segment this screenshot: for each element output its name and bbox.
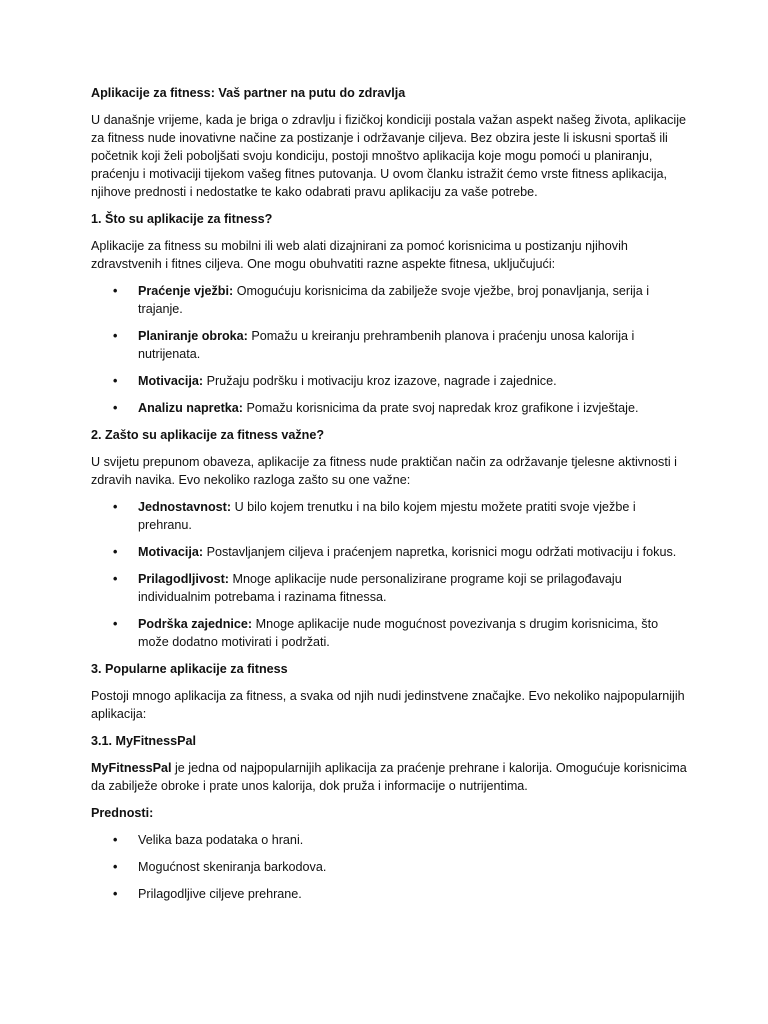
- list-item-text: Mnoge aplikacije nude personalizirane programe koji se prilagođavaju individualnim potrebama i razinama fitnessa.: [138, 572, 622, 604]
- list-item: [91, 858, 691, 876]
- list-item: [91, 327, 691, 363]
- bullet-icon: •: [113, 617, 118, 631]
- list-item: [91, 885, 691, 903]
- section-1-heading: 1. Što su aplikacije za fitness?: [91, 212, 273, 226]
- section-2-list: [91, 498, 691, 651]
- list-item: [91, 372, 691, 390]
- section-1-paragraph: Aplikacije za fitness su mobilni ili web alati dizajnirani za pomoć korisnicima u postizanju njihovih zdravstvenih i fitnes ciljeva. One mogu obuhvatiti razne aspekte fitnesa, uključujući:: [91, 239, 628, 271]
- list-item: [91, 615, 691, 651]
- list-item: [91, 282, 691, 318]
- list-item-text: Velika baza podataka o hrani.: [138, 833, 304, 847]
- bullet-icon: •: [113, 329, 118, 343]
- section-3-paragraph: Postoji mnogo aplikacija za fitness, a svaka od njih nudi jedinstvene značajke. Evo nekoliko najpopularnijih aplikacija:: [91, 689, 685, 721]
- bullet-icon: •: [113, 887, 118, 901]
- list-item-term: Prilagodljivost:: [138, 572, 229, 586]
- bullet-icon: •: [113, 545, 118, 559]
- list-item-text: Prilagodljive ciljeve prehrane.: [138, 887, 302, 901]
- bullet-icon: •: [113, 500, 118, 514]
- bullet-icon: •: [113, 401, 118, 415]
- pros-list: [91, 831, 691, 903]
- list-item-text: Pružaju podršku i motivaciju kroz izazove, nagrade i zajednice.: [203, 374, 557, 388]
- list-item-term: Praćenje vježbi:: [138, 284, 234, 298]
- list-item: [91, 399, 691, 417]
- list-item: [91, 570, 691, 606]
- section-3-heading: 3. Popularne aplikacije za fitness: [91, 662, 288, 676]
- list-item: [91, 831, 691, 849]
- section-3-1-paragraph: [91, 759, 691, 795]
- bullet-icon: •: [113, 374, 118, 388]
- app-name: MyFitnessPal: [91, 761, 172, 775]
- bullet-icon: •: [113, 860, 118, 874]
- bullet-icon: •: [113, 833, 118, 847]
- list-item-text: U bilo kojem trenutku i na bilo kojem mjestu možete pratiti svoje vježbe i prehranu.: [138, 500, 636, 532]
- bullet-icon: •: [113, 284, 118, 298]
- document-title: Aplikacije za fitness: Vaš partner na putu do zdravlja: [91, 86, 406, 100]
- pros-label: Prednosti:: [91, 806, 154, 820]
- list-item-text: Mogućnost skeniranja barkodova.: [138, 860, 327, 874]
- list-item-text: Pomažu u kreiranju prehrambenih planova i praćenju unosa kalorija i nutrijenata.: [138, 329, 635, 361]
- list-item: [91, 543, 691, 561]
- section-2-paragraph: U svijetu prepunom obaveza, aplikacije za fitness nude praktičan način za održavanje tjelesne aktivnosti i zdravih navika. Evo nekoliko razloga zašto su one važne:: [91, 455, 677, 487]
- list-item-text: Omogućuju korisnicima da zabilježe svoje vježbe, broj ponavljanja, serija i trajanje.: [138, 284, 649, 316]
- list-item-term: Analizu napretka:: [138, 401, 243, 415]
- document-page: [91, 84, 691, 912]
- intro-paragraph: U današnje vrijeme, kada je briga o zdravlju i fizičkoj kondiciji postala važan aspekt našeg života, aplikacije za fitness nude inovativne načine za postizanje i održavanje ciljeva. Bez obzira jeste li iskusni sportaš ili početnik koji želi poboljšati svoju kondiciju, postoji mnoštvo aplikacija koje mogu pomoći u planiranju, praćenju i motivaciji tijekom vašeg fitnes putovanja. U ovom članku istražit ćemo vrste fitness aplikacija, njihove prednosti i nedostatke te kako odabrati pravu aplikaciju za vaše potrebe.: [91, 113, 687, 199]
- section-2-heading: 2. Zašto su aplikacije za fitness važne?: [91, 428, 325, 442]
- list-item: [91, 498, 691, 534]
- list-item-text: Pomažu korisnicima da prate svoj napredak kroz grafikone i izvještaje.: [242, 401, 639, 415]
- section-3-1-heading: 3.1. MyFitnessPal: [91, 734, 196, 748]
- list-item-term: Jednostavnost:: [138, 500, 232, 514]
- list-item-term: Podrška zajednice:: [138, 617, 253, 631]
- list-item-text: Postavljanjem ciljeva i praćenjem napretka, korisnici mogu održati motivaciju i fokus.: [203, 545, 677, 559]
- bullet-icon: •: [113, 572, 118, 586]
- list-item-term: Motivacija:: [138, 374, 204, 388]
- section-1-list: [91, 282, 691, 417]
- list-item-term: Planiranje obroka:: [138, 329, 248, 343]
- app-description: je jedna od najpopularnijih aplikacija za praćenje prehrane i kalorija. Omogućuje korisnicima da zabilježe obroke i prate unos kalorija, dok pruža i informacije o nutrijentima.: [91, 761, 687, 793]
- list-item-text: Mnoge aplikacije nude mogućnost povezivanja s drugim korisnicima, što može dodatno motivirati i podržati.: [138, 617, 659, 649]
- list-item-term: Motivacija:: [138, 545, 204, 559]
